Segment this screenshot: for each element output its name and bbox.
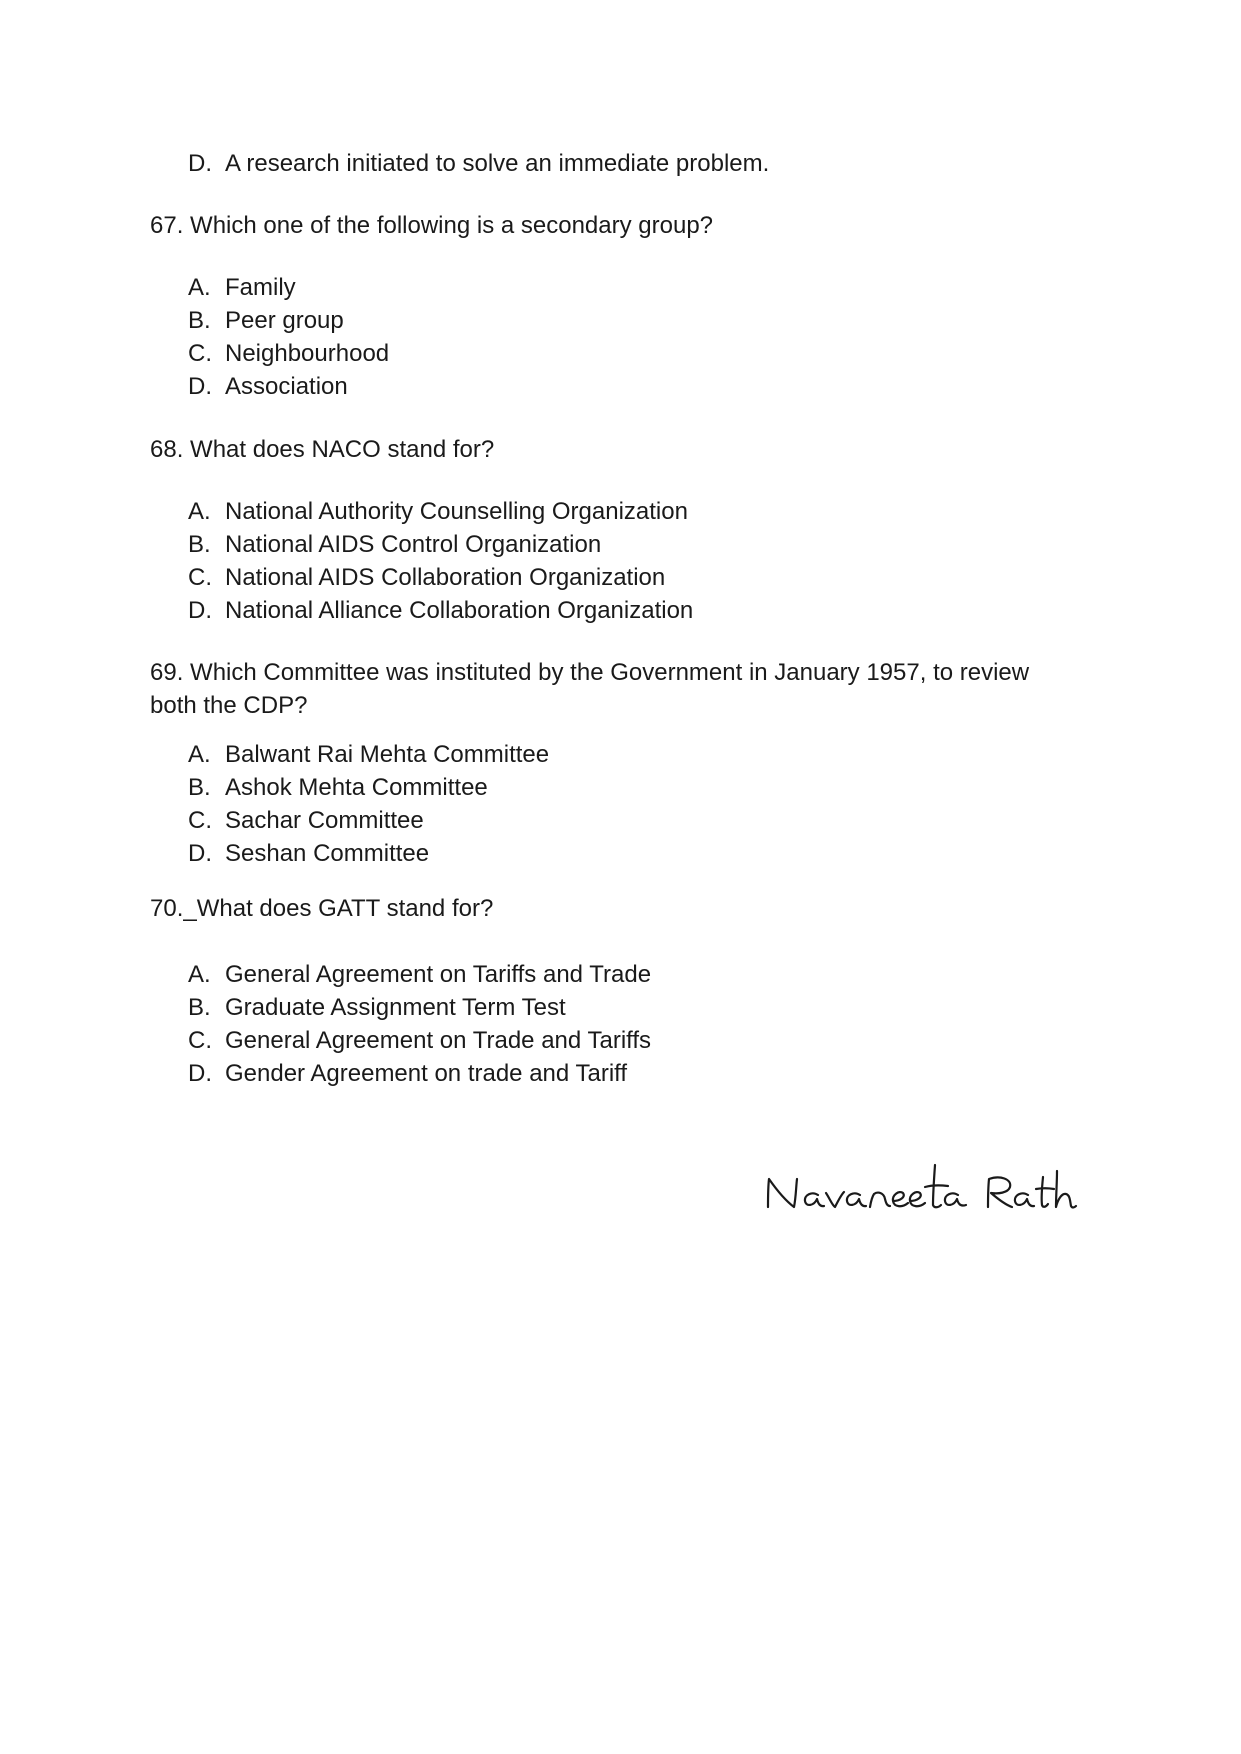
question-68-option-a [188, 497, 688, 527]
option-text: National AIDS Collaboration Organization [225, 564, 666, 591]
option-letter: C. [188, 564, 212, 591]
question-67 [150, 211, 713, 241]
option-letter: D. [188, 840, 212, 867]
question-68 [150, 435, 494, 465]
question-70 [150, 894, 493, 924]
option-text: Balwant Rai Mehta Committee [225, 741, 550, 768]
option-text: National Alliance Collaboration Organization [225, 597, 694, 624]
question-67-option-b [188, 306, 344, 336]
option-letter: B. [188, 774, 211, 801]
question-67-option-a [188, 273, 296, 303]
option-text: Ashok Mehta Committee [225, 774, 488, 801]
option-text: Neighbourhood [225, 340, 390, 367]
option-letter: C. [188, 807, 212, 834]
option-text: General Agreement on Trade and Tariffs [225, 1027, 652, 1054]
question-69-option-c [188, 806, 424, 836]
question-70-option-a [188, 960, 651, 990]
question-70-option-d [188, 1059, 627, 1089]
question-text: Which one of the following is a secondary group? [190, 212, 714, 239]
option-letter: B. [188, 531, 211, 558]
question-68-option-d [188, 596, 693, 626]
option-letter: B. [188, 994, 211, 1021]
question-69-option-b [188, 773, 488, 803]
question-68-option-c [188, 563, 665, 593]
option-letter: D. [188, 373, 212, 400]
question-number: 69. [150, 659, 184, 686]
option-text: A research initiated to solve an immediate problem. [225, 150, 770, 177]
option-text: Sachar Committee [225, 807, 424, 834]
question-68-option-b [188, 530, 601, 560]
option-text: Association [225, 373, 348, 400]
option-letter: A. [188, 498, 211, 525]
question-number: 68. [150, 436, 184, 463]
question-number: 67. [150, 212, 184, 239]
option-letter: D. [188, 150, 212, 177]
question-text: What does GATT stand for? [196, 895, 494, 922]
handwritten-signature [760, 1145, 1080, 1225]
option-letter: A. [188, 274, 211, 301]
question-text-line-1: Which Committee was instituted by the Government in January 1957, to review [190, 659, 1030, 686]
option-text: Graduate Assignment Term Test [225, 994, 566, 1021]
option-letter: D. [188, 1060, 212, 1087]
question-text-line-2: both the CDP? [150, 692, 308, 719]
question-70-option-b [188, 993, 566, 1023]
question-67-option-c [188, 339, 389, 369]
option-text: Family [225, 274, 296, 301]
option-d-continued [188, 149, 769, 179]
option-text: General Agreement on Tariffs and Trade [225, 961, 652, 988]
question-67-option-d [188, 372, 348, 402]
option-text: Gender Agreement on trade and Tariff [225, 1060, 628, 1087]
option-text: Peer group [225, 307, 344, 334]
option-letter: A. [188, 741, 211, 768]
question-70-option-c [188, 1026, 651, 1056]
question-69 [150, 658, 1029, 688]
option-text: Seshan Committee [225, 840, 430, 867]
option-text: National Authority Counselling Organization [225, 498, 688, 525]
option-letter: D. [188, 597, 212, 624]
question-69-option-a [188, 740, 549, 770]
question-number: 70._ [150, 895, 197, 922]
option-letter: A. [188, 961, 211, 988]
question-69-continued [150, 691, 307, 721]
question-text: What does NACO stand for? [190, 436, 495, 463]
question-69-option-d [188, 839, 429, 869]
option-letter: C. [188, 1027, 212, 1054]
option-letter: B. [188, 307, 211, 334]
option-text: National AIDS Control Organization [225, 531, 602, 558]
option-letter: C. [188, 340, 212, 367]
